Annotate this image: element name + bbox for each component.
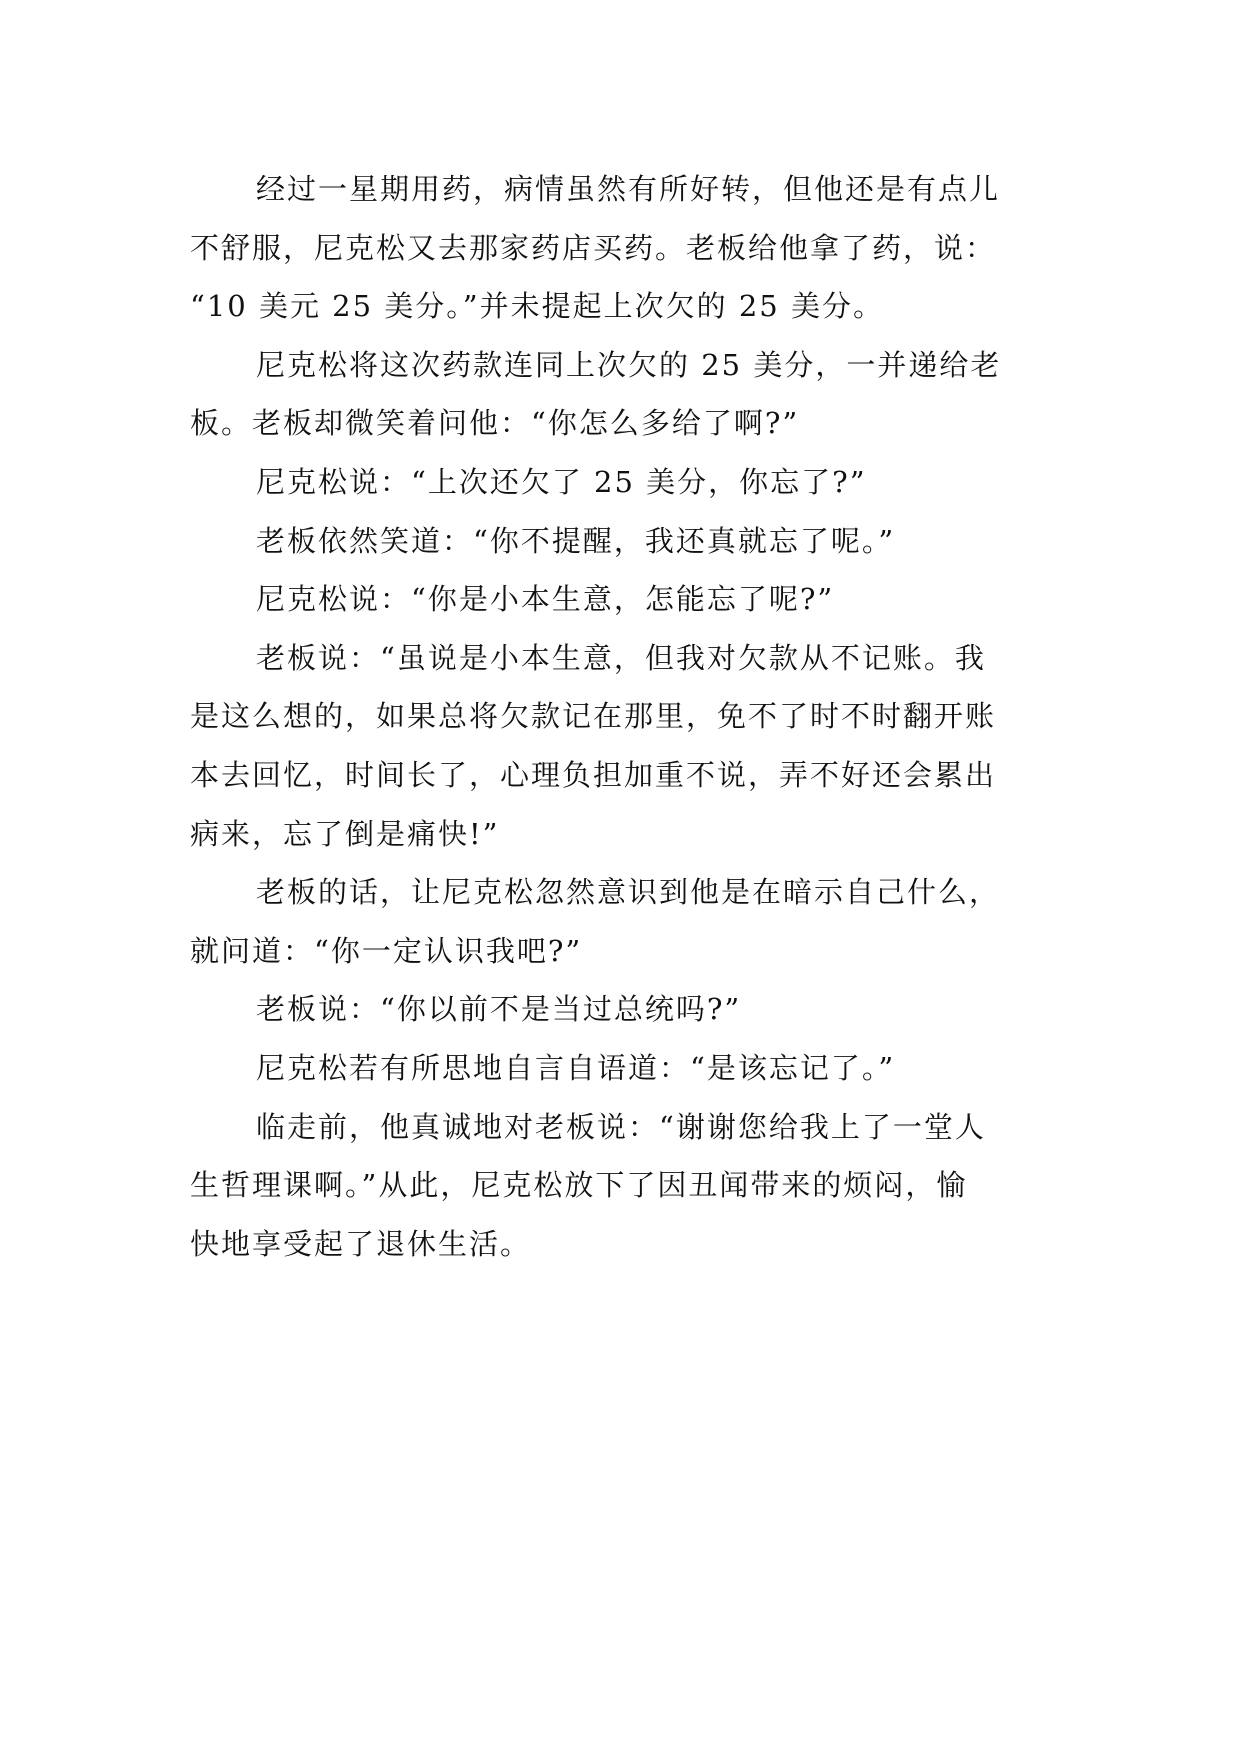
text-line: 临走前，他真诚地对老板说：“谢谢您给我上了一堂人 [256, 1109, 986, 1144]
text-line: 板。老板却微笑着问他：“你怎么多给了啊?” [190, 406, 800, 441]
text-line: 尼克松若有所思地自言自语道：“是该忘记了。” [256, 1050, 896, 1085]
text-line: 病来，忘了倒是痛快!” [190, 816, 500, 851]
text-line: 老板依然笑道：“你不提醒，我还真就忘了呢。” [256, 523, 896, 558]
text-line: 不舒服，尼克松又去那家药店买药。老板给他拿了药，说： [190, 230, 997, 265]
text-line: 尼克松说：“上次还欠了 25 美分，你忘了?” [256, 464, 867, 499]
text-line: 尼克松说：“你是小本生意，怎能忘了呢?” [256, 582, 835, 617]
text-line: 快地享受起了退休生活。 [190, 1226, 532, 1261]
text-line: 是这么想的，如果总将欠款记在那里，免不了时不时翻开账 [190, 699, 997, 734]
text-line: 老板说：“你以前不是当过总统吗?” [256, 992, 742, 1027]
text-line: 尼克松将这次药款连同上次欠的 25 美分，一并递给老 [256, 347, 1002, 382]
text-line: 老板说：“虽说是小本生意，但我对欠款从不记账。我 [256, 640, 986, 675]
text-line: 经过一星期用药，病情虽然有所好转，但他还是有点儿 [256, 172, 1001, 206]
text-line: 本去回忆，时间长了，心理负担加重不说，弄不好还会累出 [190, 757, 997, 792]
text-line: “10 美元 25 美分。”并未提起上次欠的 25 美分。 [190, 289, 884, 324]
text-line: 生哲理课啊。”从此，尼克松放下了因丑闻带来的烦闷，愉 [190, 1168, 968, 1203]
story-text [190, 160, 1060, 1273]
text-line: 老板的话，让尼克松忽然意识到他是在暗示自己什么， [256, 875, 1001, 910]
text-line: 就问道：“你一定认识我吧?” [190, 933, 583, 968]
